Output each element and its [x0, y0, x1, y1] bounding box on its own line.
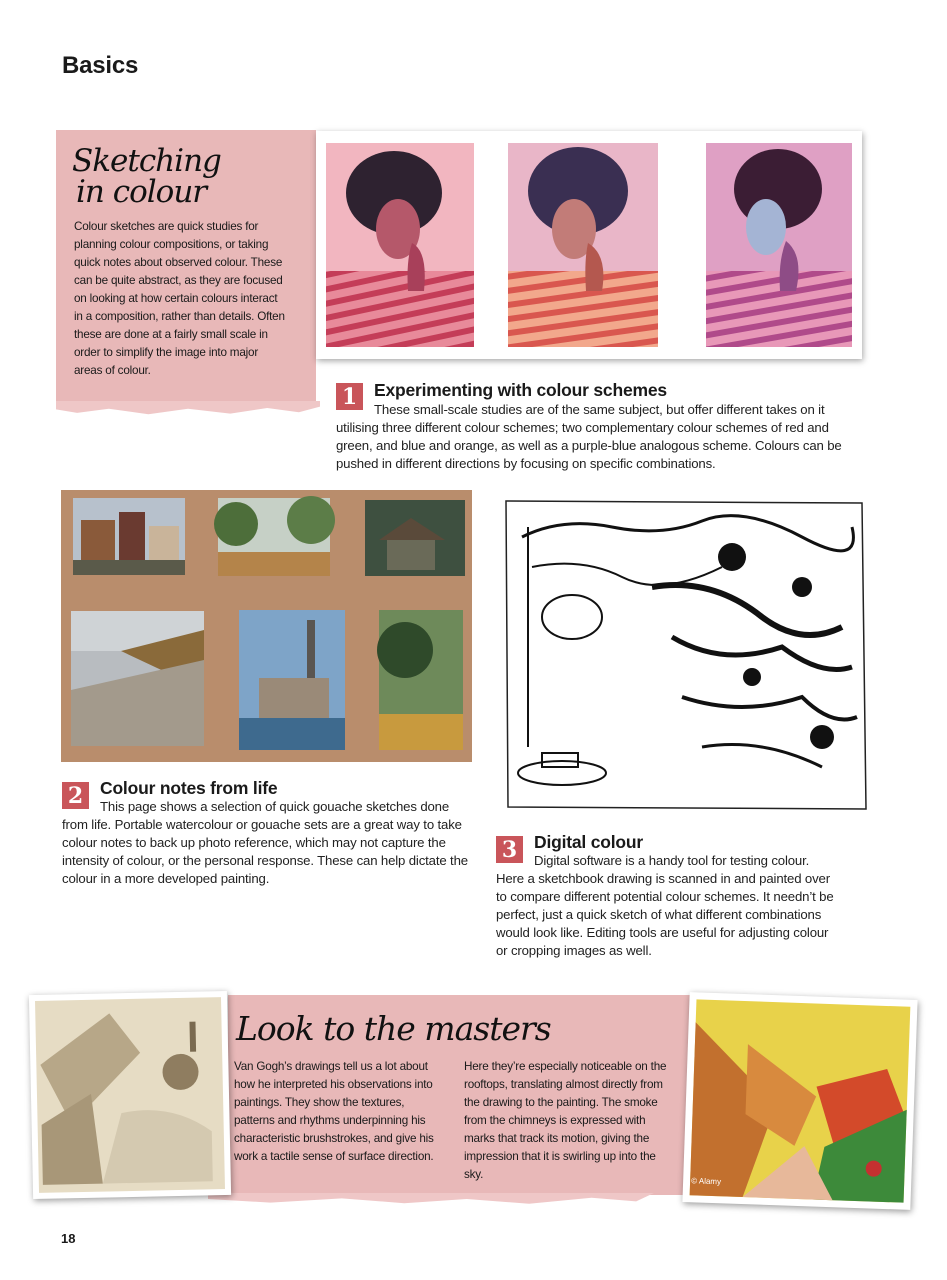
- gouache-sketch-town: [73, 498, 185, 575]
- section-title: Basics: [62, 52, 139, 79]
- masters-title: Look to the masters: [236, 1009, 551, 1048]
- intro-body: Colour sketches are quick studies for planning colour compositions, or taking quick notes about observed colour. These can be quite abstract, as they are focused on looking at how certain colours interact in a composition, rather than details. Often these are done at a fairly small scale in order to simplify the image into major areas of colour.: [74, 220, 285, 377]
- caption-3-body: Digital software is a handy tool for testing colour. Here a sketchbook drawing is scanned in and painted over to compare different potential colour schemes. It needn’t be perfect, just a quick sketch of what different combinations would look like. Editing tools are useful for adjusting colour or cropping images as well.: [496, 853, 834, 958]
- sketchbook-drawing: [502, 497, 868, 813]
- gouache-sketches-image: [61, 490, 472, 762]
- caption-1-title: Experimenting with colour schemes: [374, 380, 667, 400]
- van-gogh-drawing-image: [29, 991, 231, 1199]
- caption-3-number: 3: [496, 836, 523, 863]
- gouache-sketch-trees: [214, 496, 335, 576]
- portrait-study-3: [706, 143, 852, 347]
- ink-sketch-image: [502, 497, 868, 813]
- gouache-sketches-collage: [61, 490, 472, 762]
- van-gogh-painting: [682, 992, 917, 1210]
- van-gogh-drawing: [29, 991, 231, 1199]
- intro-title: [72, 143, 272, 210]
- caption-2-body: This page shows a selection of quick gouache sketches done from life. Portable watercolour or gouache sets are a great way to take colour notes to back up photo reference, which may not capture the intensity of colour, or the personal response. These can help dictate the colour in a more developed painting.: [62, 799, 468, 886]
- gouache-sketch-garden: [377, 610, 463, 750]
- portrait-study-2: [508, 143, 658, 347]
- intro-title-line2: in colour: [76, 174, 207, 210]
- intro-title-line1: Sketching: [72, 143, 221, 179]
- caption-2-title: Colour notes from life: [100, 778, 278, 798]
- caption-2-number: 2: [62, 782, 89, 809]
- gouache-sketch-cottage: [365, 500, 465, 576]
- page-number: 18: [61, 1231, 76, 1246]
- portrait-strip: [316, 131, 862, 359]
- masters-column-1: Van Gogh’s drawings tell us a lot about how he interpreted his observations into paintings. They show the textures, patterns and rhythms underpinning his characteristic brushstrokes, and give his work a tactile sense of surface direction.: [234, 1060, 434, 1163]
- gouache-sketch-power-station: [239, 610, 345, 750]
- caption-3-title: Digital colour: [534, 832, 644, 852]
- masters-column-2: Here they’re especially noticeable on the rooftops, translating almost directly from the drawing to the painting. The smoke from the chimneys is expressed with marks that track its motion, giving the impression that it is swirling up into the sky.: [464, 1060, 667, 1181]
- portrait-studies-image: [316, 131, 862, 359]
- gouache-sketch-beach: [71, 611, 204, 746]
- photo-credit: © Alamy: [690, 1176, 722, 1187]
- caption-1-body: These small-scale studies are of the same subject, but offer different takes on it utilising three different colour schemes; two complementary colour schemes of red and green, and blue and orange, as well as a purple-blue analogous scheme. Colours can be pushed in different directions by focusing on specific combinations.: [336, 402, 842, 471]
- portrait-study-1: [326, 143, 474, 347]
- caption-1-number: 1: [336, 383, 363, 410]
